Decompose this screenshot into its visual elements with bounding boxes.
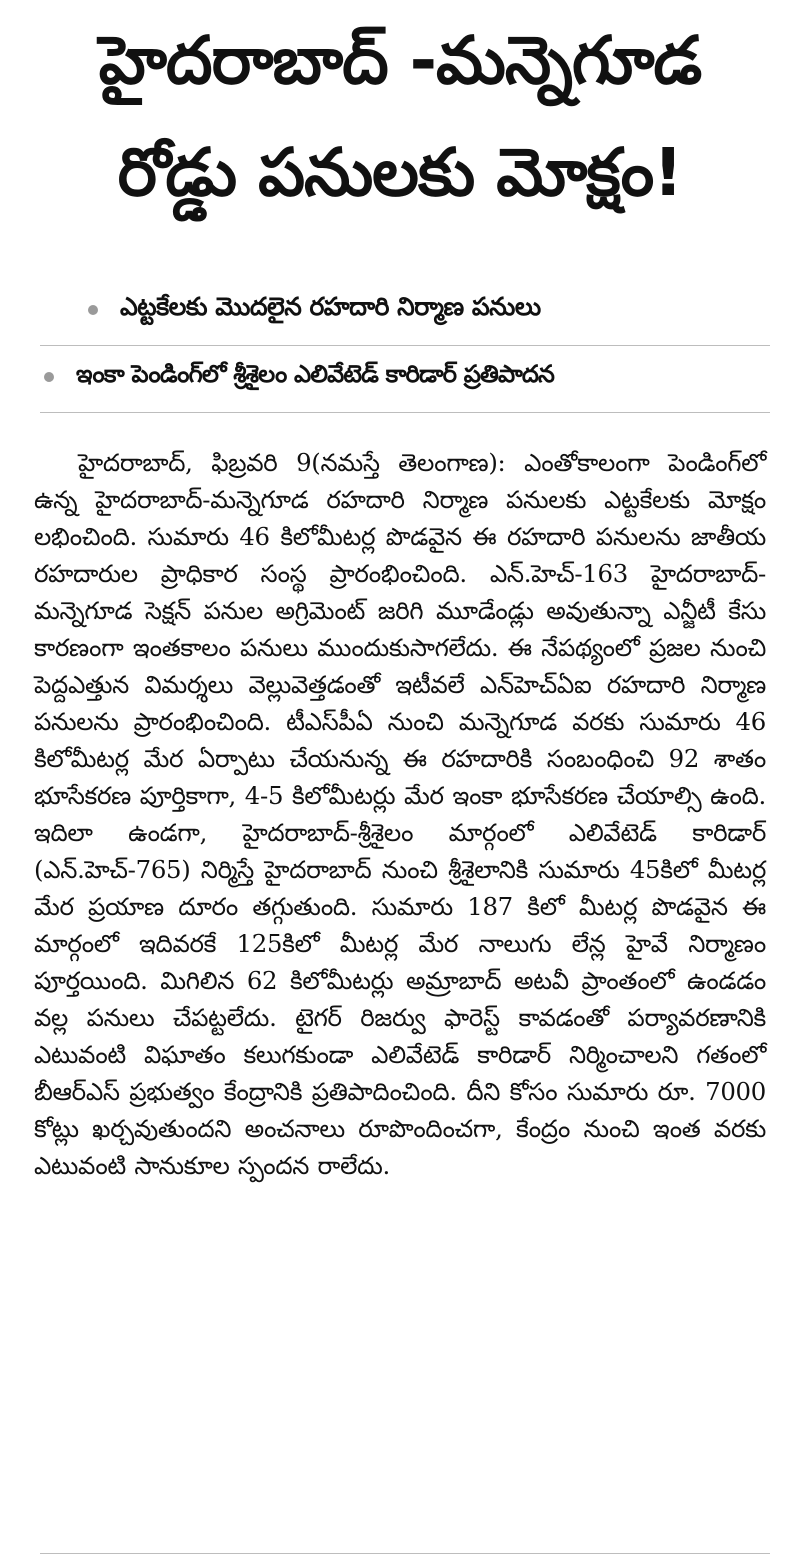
bullet-dot-icon (88, 305, 98, 315)
subheading-text: ఎట్టకేలకు మొదలైన రహదారి నిర్మాణ పనులు (120, 292, 541, 321)
bottom-divider (40, 1553, 770, 1554)
article-body: హైదరాబాద్, ఫిబ్రవరి 9(నమస్తే తెలంగాణ): ఎంతోకాలంగా పెండింగ్‌లో ఉన్న హైదరాబాద్-మన్నెగూడ రహదారి నిర్మాణ పనులకు ఎట్టకేలకు మోక్షం లభించింది. సుమారు 46 కిలోమీటర్ల పొడవైన ఈ రహదారి పనులను జాతీయ రహదారుల ప్రాధికార సంస్థ ప్రారంభించింది. ఎన్.హెచ్-163 హైదరాబాద్-మన్నెగూడ సెక్షన్ పనుల అగ్రిమెంట్ జరిగి మూడేండ్లు అవుతున్నా ఎన్జీటీ కేసు కారణంగా ఇంతకాలం పనులు ముందుకుసాగలేదు. ఈ నేపథ్యంలో ప్రజల నుంచి పెద్దఎత్తున విమర్శలు వెల్లువెత్తడంతో ఇటీవలే ఎన్‌హెచ్‌ఏఐ రహదారి నిర్మాణ పనులను ప్రారంభించింది. టీఎస్‌పీఏ నుంచి మన్నెగూడ వరకు సుమారు 46 కిలోమీటర్ల మేర ఏర్పాటు చేయనున్న ఈ రహదారికి సంబంధించి 92 శాతం భూసేకరణ పూర్తికాగా, 4-5 కిలోమీటర్లు మేర ఇంకా భూసేకరణ చేయాల్సి ఉంది. ఇదిలా ఉండగా, హైదరాబాద్-శ్రీశైలం మార్గంలో ఎలివేటెడ్ కారిడార్ (ఎన్.హెచ్-765) నిర్మిస్తే హైదరాబాద్ నుంచి శ్రీశైలానికి సుమారు 45కిలో మీటర్ల మేర ప్రయాణ దూరం తగ్గుతుంది. సుమారు 187 కిలో మీటర్ల పొడవైన ఈ మార్గంలో ఇదివరకే 125కిలో మీటర్ల మేర నాలుగు లేన్ల హైవే నిర్మాణం పూర్తయింది. మిగిలిన 62 కిలోమీటర్లు అమ్రాబాద్ అటవీ ప్రాంతంలో ఉండడం వల్ల పనులు చేపట్టలేదు. టైగర్ రిజర్వు ఫారెస్ట్ కావడంతో పర్యావరణానికి ఎటువంటి విఘాతం కలుగకుండా ఎలివేటెడ్ కారిడార్ నిర్మించాలని గతంలో బీఆర్ఎస్ ప్రభుత్వం కేంద్రానికి ప్రతిపాదించింది. దీని కోసం సుమారు రూ. 7000 కోట్లు ఖర్చవుతుందని అంచనాలు రూపొందించగా, కేంద్రం నుంచి ఇంత వరకు ఎటువంటి సానుకూల స్పందన రాలేదు. (34, 448, 766, 1181)
headline-line-2: రోడ్డు పనులకు మోక్షం! (117, 134, 683, 211)
divider (40, 345, 770, 346)
divider (40, 412, 770, 413)
bullet-dot-icon (44, 372, 54, 382)
subheading-text: ఇంకా పెండింగ్‌లో శ్రీశైలం ఎలివేటెడ్ కారిడార్ ప్రతిపాదన (76, 360, 555, 388)
headline-line-1: హైదరాబాద్ -మన్నెగూడ (98, 22, 702, 99)
subheading-bullet-2 (44, 360, 784, 394)
subheading-bullet-1 (88, 292, 778, 328)
